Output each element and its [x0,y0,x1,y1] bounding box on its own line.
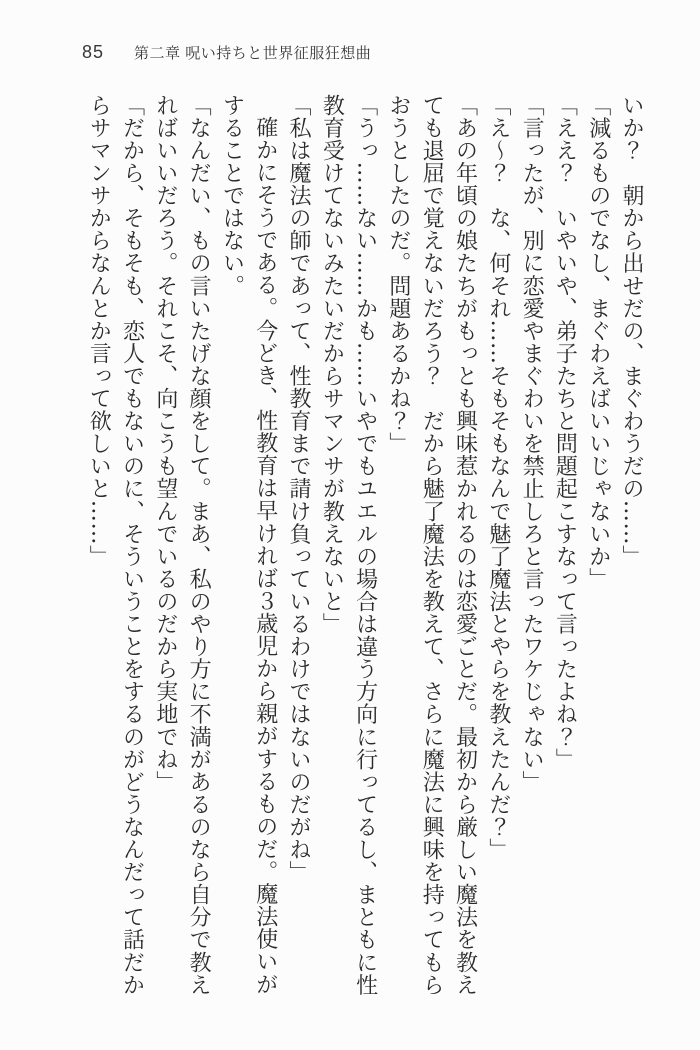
chapter-title: 第二章 呪い持ちと世界征服狂想曲 [134,45,372,62]
paragraph-dialogue: 「私は魔法の師であって、性教育まで請け負っているわけではないのだがね」 [286,94,312,884]
paragraph-dialogue: 「だから、そもそも、恋人でもないのに、そういうことをするのがどうなんだって話だからサマンサからなんとか言って欲しいと……」 [86,94,145,996]
paragraph-dialogue: 「え～？ な、何それ……そもそもなんで魅了魔法とやらを教えたんだ？」 [485,94,511,861]
paragraph-dialogue: 「なんだい、もの言いたげな顔をして。まあ、私のやり方に不満があるのなら自分で教えればいいだろう。それこそ、向こうも望んでいるのだから実地でね」 [152,94,212,996]
paragraph-dialogue: 「うっ……ない……かも……いやでもユエルの場合は違う方向に行ってるし、まともに性教育受けてないみたいだからサマンサが教えないと」 [319,94,378,996]
paragraph-dialogue: 「減るものでなし、まぐわえばいいじゃないか」 [585,94,611,591]
paragraph-dialogue: 「あの年頃の娘たちがもっとも興味惹かれるのは恋愛ごとだ。最初から厳しい魔法を教えても退屈で覚えないだろう？ だから魅了魔法を教えて、さらに魔法に興味を持ってもらおうとしたのだ。問題あるかね？」 [385,94,478,996]
paragraph-narration: 確かにそうである。今どき、性教育は早ければ３歳児から親がするものだ。魔法使いがすることではない。 [219,94,278,996]
paragraph-dialogue: 「ええ？ いやいや、弟子たちと問題起こすなって言ったよね？」 [552,94,578,771]
page-number: 85 [82,42,105,62]
paragraph-continuation: いか？ 朝から出せだの、まぐわうだの……」 [619,94,644,568]
page-header [82,42,371,63]
body-text [80,94,648,998]
paragraph-dialogue: 「言ったが、別に恋愛やまぐわいを禁止しろと言ったワケじゃない」 [519,94,545,794]
